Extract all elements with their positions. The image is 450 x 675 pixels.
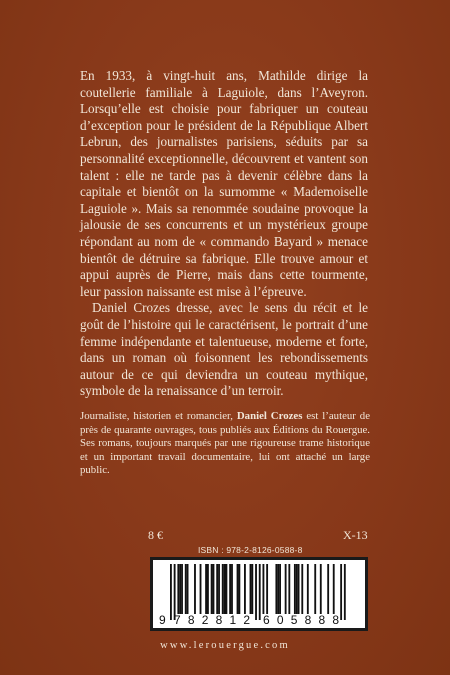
author-bio: [80, 410, 370, 478]
barcode-bar: [340, 564, 342, 620]
barcode-first-digit: 9: [159, 613, 166, 627]
blurb-paragraph-1: En 1933, à vingt-huit ans, Mathilde dirige la coutellerie familiale à Laguiole, dans l’Aveyron. Lorsqu’elle est choisie pour fabriquer un couteau d’exception pour le président de la République Albert Lebrun, des journalistes parisiens, séduits par sa personnalité exceptionnelle, découvrent et vantent son talent : elle ne tarde pas à devenir célèbre dans la capitale et bientôt on la surnomme « Mademoiselle Laguiole ». Mais sa renommée soudaine provoque la jalousie de ses concurrents et un mystérieux groupe répondant au nom de « commando Bayard » menace bientôt de détruire sa fabrique. Elle trouve amour et appui auprès de Pierre, mais dans cette tourmente, leur passion naissante est mise à l’épreuve.: [80, 68, 368, 299]
barcode-bar: [255, 564, 257, 620]
barcode-bar: [285, 564, 287, 614]
barcode-bar: [231, 564, 233, 614]
barcode-bar: [238, 564, 240, 614]
barcode-bar: [226, 564, 228, 614]
barcode-graphic: [153, 560, 365, 628]
price: 8 €: [148, 528, 163, 542]
barcode-bar: [327, 564, 329, 614]
barcode-bar: [244, 564, 246, 614]
barcode-bar: [320, 564, 322, 614]
barcode-bar: [194, 564, 196, 614]
barcode-bar: [279, 564, 281, 614]
barcode-bar: [170, 564, 172, 620]
author-bio-intro: Journaliste, historien et romancier,: [80, 410, 237, 422]
barcode-bar: [205, 564, 207, 614]
barcode-bar: [211, 564, 213, 614]
blurb-paragraph-2: Daniel Crozes dresse, avec le sens du récit et le goût de l’histoire qui le caractérisent, le portrait d’une femme indépendante et talentueuse, moderne et forte, dans un roman où foisonnent les rebondissements autour de ce qui deviendra un couteau mythique, symbole de la renaissance d’un terroir.: [80, 300, 368, 399]
barcode-bar: [296, 564, 298, 614]
barcode-bar: [275, 564, 277, 614]
barcode-bar: [181, 564, 183, 614]
barcode-bar: [307, 564, 309, 614]
barcode-right-digits: 605888: [263, 613, 339, 627]
barcode-bar: [266, 564, 268, 614]
barcode-bar: [277, 564, 279, 614]
barcode-bar: [187, 564, 189, 614]
barcode-bar: [200, 564, 202, 614]
barcode-bar: [174, 564, 176, 620]
barcode-bar: [250, 564, 252, 614]
author-bio-rest: est l’auteur de près de quarante ouvrages, tous publiés aux Éditions du Rouergue. Ses romans, toujours marqués par une rigoureuse trame historique et un important travail documentaire, lui ont attaché un large public.: [80, 410, 370, 477]
barcode: [150, 557, 368, 631]
barcode-bar: [229, 564, 231, 614]
isbn: ISBN : 978-2-8126-0588-8: [198, 545, 303, 555]
collection-code: X-13: [343, 528, 368, 542]
barcode-bar: [207, 564, 209, 614]
barcode-bar: [259, 564, 261, 620]
barcode-bar: [179, 564, 181, 614]
barcode-bar: [177, 564, 179, 614]
barcode-bar: [237, 564, 239, 614]
barcode-bar: [288, 564, 290, 614]
publisher-website[interactable]: www.lerouergue.com: [160, 640, 290, 651]
barcode-bar: [216, 564, 218, 614]
barcode-bar: [222, 564, 224, 614]
barcode-bar: [185, 564, 187, 614]
barcode-bar: [344, 564, 346, 620]
barcode-bar: [218, 564, 220, 614]
barcode-bar: [301, 564, 303, 614]
barcode-bar: [263, 564, 265, 614]
barcode-bar: [224, 564, 226, 614]
barcode-bar: [294, 564, 296, 614]
barcode-left-digits: 782812: [174, 613, 250, 627]
barcode-bar: [314, 564, 316, 614]
blurb: [80, 68, 368, 400]
barcode-bar: [213, 564, 215, 614]
barcode-bar: [333, 564, 335, 614]
barcode-bar: [251, 564, 253, 614]
barcode-bars: [170, 564, 346, 620]
author-name: Daniel Crozes: [236, 410, 303, 422]
barcode-bar: [298, 564, 300, 614]
